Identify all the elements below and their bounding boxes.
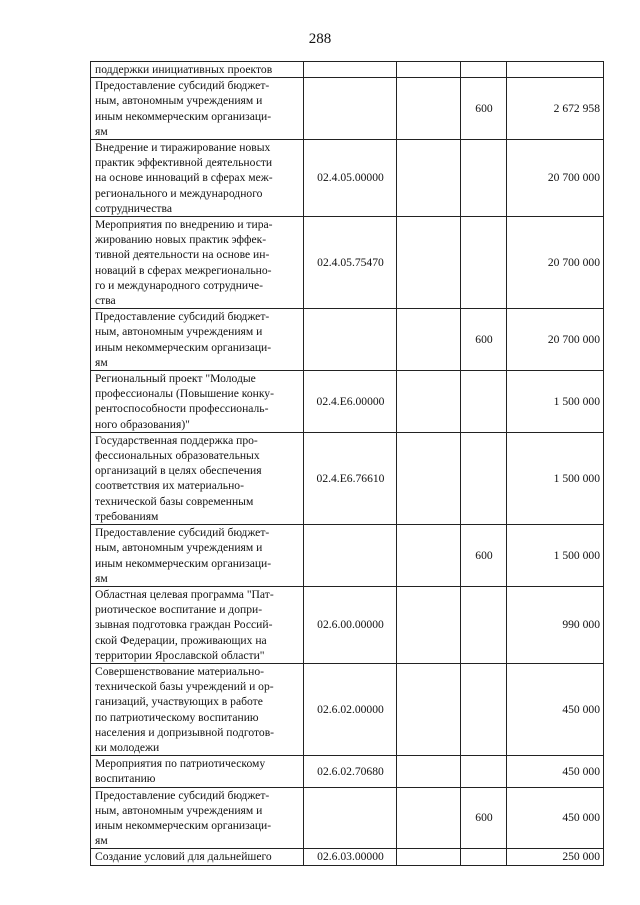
expense-type-cell: 600 — [461, 525, 507, 587]
item-name-line: Мероприятия по патриотическому — [95, 757, 266, 771]
item-name-cell — [91, 756, 304, 787]
expense-type-cell: 600 — [461, 787, 507, 849]
item-name-line: Внедрение и тиражирование новых — [95, 141, 271, 155]
target-article-code-cell — [304, 309, 397, 371]
item-name-line: иным некоммерческим организаци- — [95, 818, 272, 832]
empty-cell — [397, 663, 461, 755]
item-name-cell — [91, 787, 304, 849]
expense-type-cell — [461, 586, 507, 663]
amount-cell: 20 700 000 — [507, 140, 604, 217]
item-name-line: Областная целевая программа "Пат- — [95, 587, 274, 601]
item-name-line: регионального и международного — [95, 186, 263, 200]
item-name-line: Предоставление субсидий бюджет- — [95, 526, 270, 540]
amount-cell: 20 700 000 — [507, 309, 604, 371]
item-name-line: ства — [95, 294, 116, 308]
item-name-line: ным, автономным учреждениям и — [95, 541, 263, 555]
target-article-code-cell: 02.4.E6.76610 — [304, 432, 397, 524]
item-name-cell — [91, 663, 304, 755]
item-name-line: ки молодежи — [95, 740, 160, 754]
item-name-line: требованиям — [95, 509, 159, 523]
table-row — [91, 62, 604, 78]
item-name-line: иным некоммерческим организаци- — [95, 109, 272, 123]
item-name-line: зывная подготовка граждан Россий- — [95, 618, 273, 632]
expense-type-cell — [461, 62, 507, 78]
expense-type-cell — [461, 663, 507, 755]
empty-cell — [397, 849, 461, 865]
item-name-line: иным некоммерческим организаци- — [95, 340, 272, 354]
amount-cell: 1 500 000 — [507, 371, 604, 433]
item-name-line: Мероприятия по внедрению и тира- — [95, 218, 273, 232]
empty-cell — [397, 432, 461, 524]
table-row — [91, 309, 604, 371]
expense-type-cell: 600 — [461, 78, 507, 140]
item-name-line: Совершенствование материально- — [95, 664, 264, 678]
empty-cell — [397, 140, 461, 217]
target-article-code-cell: 02.4.E6.00000 — [304, 371, 397, 433]
empty-cell — [397, 62, 461, 78]
target-article-code-cell: 02.6.02.70680 — [304, 756, 397, 787]
page-number: 288 — [308, 31, 332, 47]
item-name-line: риотическое воспитание и допри- — [95, 603, 263, 617]
expense-type-cell — [461, 217, 507, 309]
table-row — [91, 663, 604, 755]
target-article-code-cell: 02.6.02.00000 — [304, 663, 397, 755]
expense-type-cell — [461, 756, 507, 787]
item-name-line: ям — [95, 834, 108, 848]
target-article-code-cell — [304, 525, 397, 587]
item-name-line: рентоспособности профессиональ- — [95, 402, 269, 416]
item-name-cell — [91, 432, 304, 524]
item-name-line: технической базы учреждений и ор- — [95, 680, 274, 694]
amount-cell: 450 000 — [507, 663, 604, 755]
expense-type-cell: 600 — [461, 309, 507, 371]
item-name-cell — [91, 62, 304, 78]
amount-cell: 450 000 — [507, 756, 604, 787]
expense-type-cell — [461, 371, 507, 433]
item-name-line: тивной деятельности на основе ин- — [95, 248, 270, 262]
budget-table-body — [91, 62, 604, 866]
item-name-line: жированию новых практик эффек- — [95, 233, 267, 247]
item-name-line: ям — [95, 124, 108, 138]
item-name-line: по патриотическому воспитанию — [95, 710, 259, 724]
item-name-line: ного образования)" — [95, 417, 190, 431]
table-row — [91, 525, 604, 587]
amount-cell: 450 000 — [507, 787, 604, 849]
target-article-code-cell — [304, 78, 397, 140]
item-name-line: новаций в сферах межрегионально- — [95, 263, 272, 277]
target-article-code-cell: 02.6.03.00000 — [304, 849, 397, 865]
item-name-line: поддержки инициативных проектов — [95, 63, 273, 76]
item-name-line: Государственная поддержка про- — [95, 433, 258, 447]
table-row — [91, 849, 604, 865]
table-row — [91, 78, 604, 140]
empty-cell — [397, 525, 461, 587]
item-name-line: ным, автономным учреждениям и — [95, 803, 263, 817]
target-article-code-cell: 02.4.05.75470 — [304, 217, 397, 309]
item-name-line: ным, автономным учреждениям и — [95, 94, 263, 108]
table-row — [91, 140, 604, 217]
item-name-line: территории Ярославской области" — [95, 648, 265, 662]
expense-type-cell — [461, 432, 507, 524]
amount-cell: 990 000 — [507, 586, 604, 663]
table-row — [91, 371, 604, 433]
item-name-line: воспитанию — [95, 772, 156, 786]
item-name-line: соответствия их материально- — [95, 479, 244, 493]
item-name-line: ным, автономным учреждениям и — [95, 325, 263, 339]
table-row — [91, 787, 604, 849]
item-name-line: на основе инноваций в сферах меж- — [95, 171, 273, 185]
item-name-line: практик эффективной деятельности — [95, 156, 273, 170]
empty-cell — [397, 756, 461, 787]
item-name-line: профессионалы (Повышение конку- — [95, 387, 274, 401]
item-name-line: Предоставление субсидий бюджет- — [95, 310, 270, 324]
target-article-code-cell: 02.4.05.00000 — [304, 140, 397, 217]
item-name-line: населения и допризывной подготов- — [95, 725, 275, 739]
amount-cell — [507, 62, 604, 78]
empty-cell — [397, 586, 461, 663]
empty-cell — [397, 309, 461, 371]
item-name-line: организаций в целях обеспечения — [95, 464, 262, 478]
item-name-cell — [91, 217, 304, 309]
item-name-line: го и международного сотрудниче- — [95, 278, 263, 292]
target-article-code-cell: 02.6.00.00000 — [304, 586, 397, 663]
amount-cell: 2 672 958 — [507, 78, 604, 140]
target-article-code-cell — [304, 62, 397, 78]
amount-cell: 1 500 000 — [507, 525, 604, 587]
table-row — [91, 756, 604, 787]
item-name-cell — [91, 849, 304, 865]
empty-cell — [397, 371, 461, 433]
item-name-line: технической базы современным — [95, 494, 254, 508]
empty-cell — [397, 78, 461, 140]
item-name-line: ям — [95, 355, 108, 369]
amount-cell: 20 700 000 — [507, 217, 604, 309]
empty-cell — [397, 217, 461, 309]
item-name-line: сотрудничества — [95, 201, 172, 215]
item-name-line: ганизаций, участвующих в работе — [95, 695, 263, 709]
amount-cell: 1 500 000 — [507, 432, 604, 524]
item-name-line: Создание условий для дальнейшего — [95, 850, 272, 864]
item-name-line: Предоставление субсидий бюджет- — [95, 788, 270, 802]
item-name-cell — [91, 525, 304, 587]
table-row — [91, 217, 604, 309]
item-name-line: иным некоммерческим организаци- — [95, 556, 272, 570]
table-row — [91, 432, 604, 524]
item-name-cell — [91, 309, 304, 371]
item-name-line: фессиональных образовательных — [95, 449, 260, 463]
item-name-cell — [91, 78, 304, 140]
empty-cell — [397, 787, 461, 849]
item-name-line: Предоставление субсидий бюджет- — [95, 79, 270, 93]
item-name-cell — [91, 586, 304, 663]
expense-type-cell — [461, 849, 507, 865]
budget-table — [90, 61, 604, 866]
target-article-code-cell — [304, 787, 397, 849]
item-name-cell — [91, 371, 304, 433]
item-name-line: ям — [95, 571, 108, 585]
item-name-cell — [91, 140, 304, 217]
table-row — [91, 586, 604, 663]
item-name-line: Региональный проект "Молодые — [95, 372, 256, 386]
amount-cell: 250 000 — [507, 849, 604, 865]
item-name-line: ской Федерации, проживающих на — [95, 633, 267, 647]
expense-type-cell — [461, 140, 507, 217]
